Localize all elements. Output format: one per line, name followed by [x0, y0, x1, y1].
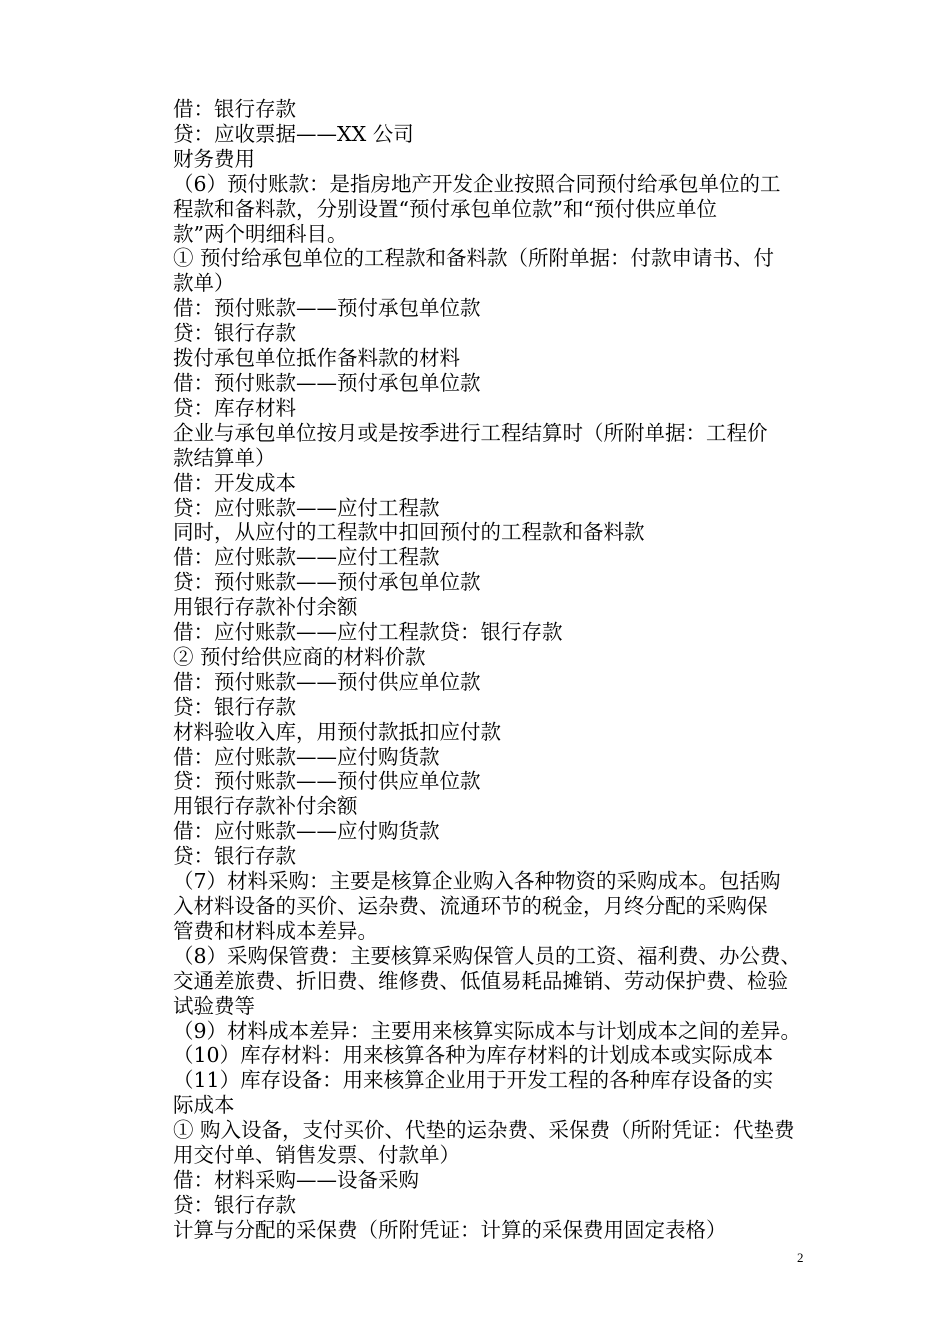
text-line: 计算与分配的采保费（所附凭证：计算的采保费用固定表格） [173, 1217, 727, 1242]
text-line: 企业与承包单位按月或是按季进行工程结算时（所附单据：工程价 [173, 420, 768, 445]
text-line: 贷：应收票据——XX 公司 [173, 121, 414, 146]
text-line: 借：材料采购——设备采购 [173, 1167, 419, 1192]
text-line: 借：应付账款——应付购货款 [173, 819, 440, 844]
text-line: 拨付承包单位抵作备料款的材料 [173, 346, 460, 371]
text-line: （7）材料采购：主要是核算企业购入各种物资的采购成本。包括购 [173, 869, 781, 894]
text-line: 借：应付账款——应付工程款 [173, 545, 440, 570]
text-line: 用交付单、销售发票、付款单） [173, 1143, 460, 1168]
text-line: 款”两个明细科目。 [173, 221, 348, 246]
text-line: 贷：应付账款——应付工程款 [173, 495, 440, 520]
text-line: 借：预付账款——预付供应单位款 [173, 669, 481, 694]
text-line: 贷：预付账款——预付供应单位款 [173, 769, 481, 794]
text-line: 用银行存款补付余额 [173, 595, 358, 620]
text-line: 用银行存款补付余额 [173, 794, 358, 819]
text-line: ① 预付给承包单位的工程款和备料款（所附单据：付款申请书、付 [173, 246, 775, 271]
text-line: （9）材料成本差异：主要用来核算实际成本与计划成本之间的差异。 [173, 1018, 802, 1043]
document-body [173, 97, 823, 1243]
text-line: 借：预付账款——预付承包单位款 [173, 370, 481, 395]
text-line: 入材料设备的买价、运杂费、流通环节的税金，月终分配的采购保 [173, 894, 768, 918]
text-line: （8）采购保管费：主要核算采购保管人员的工资、福利费、办公费、 [173, 943, 802, 968]
text-line: （6）预付账款：是指房地产开发企业按照合同预付给承包单位的工 [173, 171, 781, 196]
text-line: 借：应付账款——应付工程款贷：银行存款 [173, 620, 563, 645]
text-line: 贷：银行存款 [173, 321, 296, 346]
text-line: 管费和材料成本差异。 [173, 918, 378, 943]
text-line: 贷：银行存款 [173, 844, 296, 869]
text-line: 款单） [173, 271, 235, 296]
text-line: 财务费用 [173, 146, 255, 171]
text-line: 贷：库存材料 [173, 395, 296, 420]
text-line: 贷：预付账款——预付承包单位款 [173, 570, 481, 595]
text-line: ② 预付给供应商的材料价款 [173, 644, 426, 669]
text-line: 贷：银行存款 [173, 694, 296, 719]
text-line: 际成本 [173, 1093, 235, 1118]
text-line: 借：预付账款——预付承包单位款 [173, 296, 481, 321]
text-line: 交通差旅费、折旧费、维修费、低值易耗品摊销、劳动保护费、检验 [173, 968, 788, 993]
text-line: 材料验收入库，用预付款抵扣应付款 [173, 719, 501, 744]
text-line: ① 购入设备，支付买价、代垫的运杂费、采保费（所附凭证：代垫费 [173, 1118, 795, 1143]
text-line: 款结算单） [173, 445, 276, 470]
text-line: 借：开发成本 [173, 470, 296, 495]
text-line: 同时，从应付的工程款中扣回预付的工程款和备料款 [173, 520, 645, 545]
text-line: 借：应付账款——应付购货款 [173, 744, 440, 769]
text-line: （11）库存设备：用来核算企业用于开发工程的各种库存设备的实 [173, 1068, 774, 1093]
text-line: 贷：银行存款 [173, 1192, 296, 1217]
text-line: 试验费等 [173, 993, 255, 1018]
text-line: 借：银行存款 [173, 97, 296, 121]
text-line: 程款和备料款，分别设置“预付承包单位款”和“预付供应单位 [173, 196, 717, 221]
text-line: （10）库存材料：用来核算各种为库存材料的计划成本或实际成本 [173, 1043, 774, 1068]
page-number: 2 [797, 1250, 804, 1265]
